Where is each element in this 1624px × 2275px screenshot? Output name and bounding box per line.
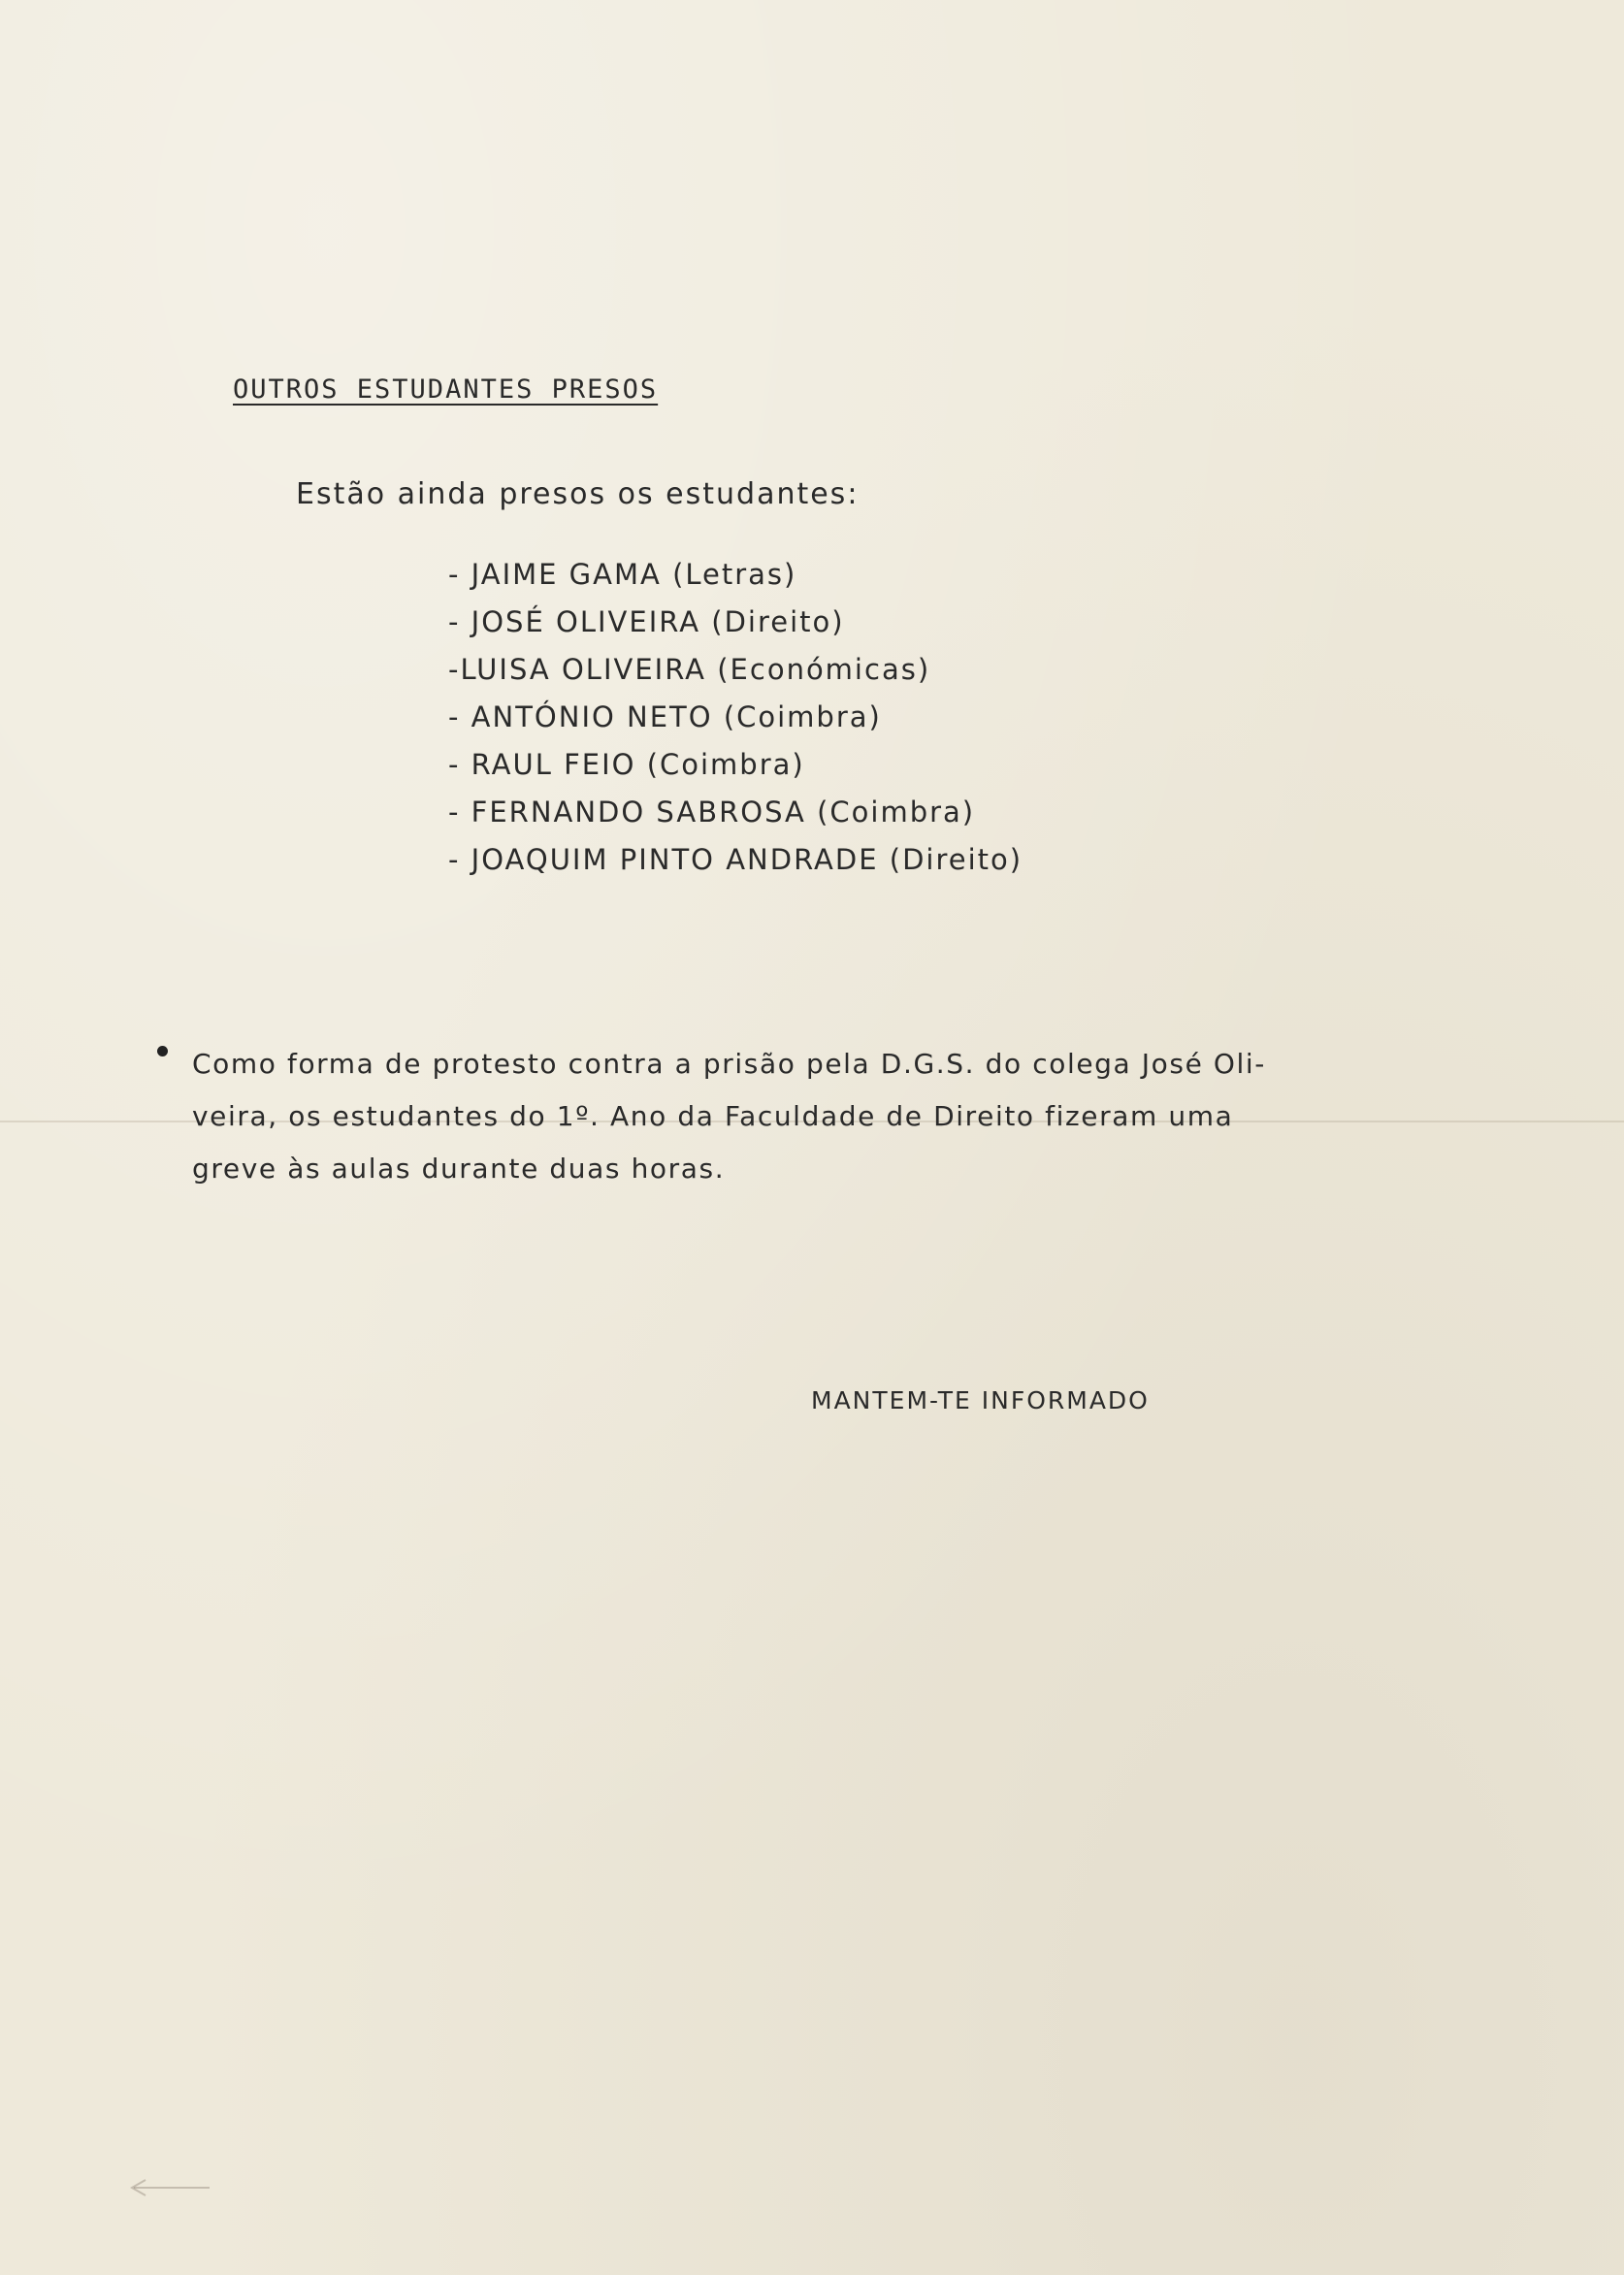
student-item: - RAUL FEIO (Coimbra) — [448, 748, 805, 781]
section-heading: OUTROS ESTUDANTES PRESOS — [233, 374, 659, 405]
protest-line: Como forma de protesto contra a prisão pela D.G.S. do colega José Oli- — [192, 1048, 1266, 1080]
student-list — [448, 551, 1023, 884]
intro-text: Estão ainda presos os estudantes: — [296, 477, 860, 511]
arrow-left-icon — [124, 2178, 211, 2197]
protest-line: greve às aulas durante duas horas. — [192, 1153, 726, 1185]
student-item: -LUISA OLIVEIRA (Económicas) — [448, 653, 931, 686]
protest-line: veira, os estudantes do 1º. Ano da Faculdade de Direito fizeram uma — [192, 1100, 1234, 1132]
bullet-dot-icon — [157, 1046, 168, 1056]
student-item: - ANTÓNIO NETO (Coimbra) — [448, 700, 882, 733]
protest-paragraph — [192, 1038, 1531, 1195]
student-item: - JOSÉ OLIVEIRA (Direito) — [448, 605, 845, 638]
signoff-text: MANTEM-TE INFORMADO — [811, 1386, 1150, 1414]
student-item: - FERNANDO SABROSA (Coimbra) — [448, 796, 976, 829]
student-item: - JAIME GAMA (Letras) — [448, 558, 797, 591]
student-item: - JOAQUIM PINTO ANDRADE (Direito) — [448, 843, 1023, 876]
